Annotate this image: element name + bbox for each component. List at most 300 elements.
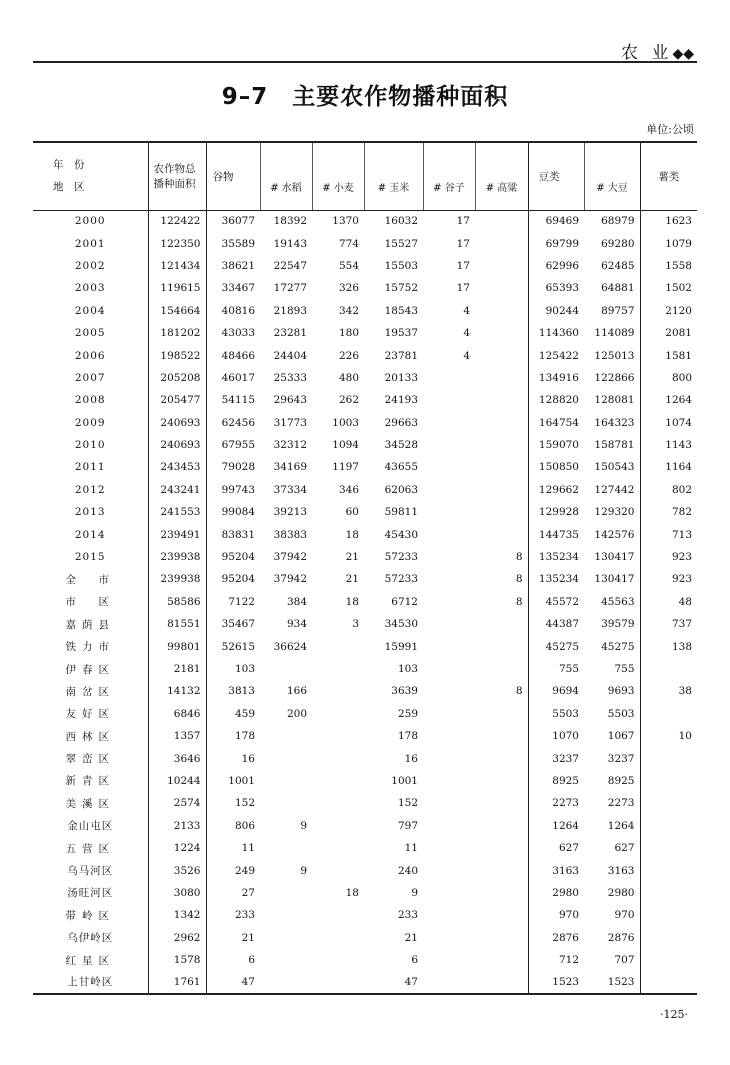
cell-corn: 34528 <box>384 439 418 452</box>
cell-grain: 806 <box>234 819 255 832</box>
table-row <box>33 658 697 680</box>
chapter-label: 农 业 <box>621 43 673 63</box>
cell-total: 14132 <box>148 680 206 702</box>
cell-rice <box>260 882 312 904</box>
cell-soybean: 8925 <box>584 770 640 792</box>
cell-corn: 178 <box>397 730 418 743</box>
cell-wheat <box>312 927 364 949</box>
cell-beans: 114360 <box>538 327 579 340</box>
cell-sorghum: 8 <box>475 546 528 568</box>
cell-soybean: 2876 <box>584 927 640 949</box>
cell-tubers: 1581 <box>665 349 692 362</box>
cell-corn: 57233 <box>384 551 418 564</box>
cell-sorghum <box>475 523 528 545</box>
cell-grain: 83831 <box>221 528 255 541</box>
cell-total: 58586 <box>148 591 206 613</box>
cell-millet: 4 <box>463 349 470 362</box>
cell-wheat <box>312 747 364 769</box>
cell-grain: 178 <box>234 730 255 743</box>
table-row <box>33 613 697 635</box>
cell-grain: 95204 <box>221 551 255 564</box>
cell-beans: 128820 <box>538 394 579 407</box>
cell-millet <box>423 456 475 478</box>
cell-region: 2007 <box>33 367 148 389</box>
table-row <box>33 210 697 232</box>
cell-rice: 37334 <box>273 483 307 496</box>
cell-total: 239938 <box>148 546 206 568</box>
cell-wheat <box>312 770 364 792</box>
cell-grain: 79028 <box>221 461 255 474</box>
cell-millet <box>423 479 475 501</box>
cell-soybean: 970 <box>584 904 640 926</box>
cell-grain: 6 <box>248 954 255 967</box>
cell-rice: 37942 <box>273 573 307 586</box>
page-number: ·125· <box>660 1008 688 1021</box>
cell-beans: 135234 <box>538 551 579 564</box>
cell-wheat: 1003 <box>332 416 359 429</box>
cell-corn: 3639 <box>391 685 418 698</box>
cell-wheat <box>312 792 364 814</box>
cell-corn: 6712 <box>391 595 418 608</box>
cell-total: 81551 <box>148 613 206 635</box>
table-row <box>33 591 697 613</box>
cell-wheat: 180 <box>338 327 359 340</box>
diamond-marks-icon: ◆◆ <box>672 46 694 62</box>
cell-region: 2010 <box>33 434 148 456</box>
table-row <box>33 412 697 434</box>
cell-corn: 1001 <box>391 774 418 787</box>
cell-rice: 38383 <box>273 528 307 541</box>
cell-corn: 15752 <box>384 282 418 295</box>
cell-sorghum <box>475 322 528 344</box>
cell-corn: 6 <box>411 954 418 967</box>
cell-grain: 99743 <box>221 483 255 496</box>
cell-sorghum <box>475 412 528 434</box>
cell-corn: 43655 <box>384 461 418 474</box>
col-header-year: 年 份 <box>53 159 85 172</box>
cell-total: 2574 <box>148 792 206 814</box>
cell-grain: 52615 <box>221 640 255 653</box>
cell-wheat <box>312 725 364 747</box>
cell-tubers: 38 <box>678 685 692 698</box>
cell-grain: 47 <box>206 971 260 993</box>
table-row <box>33 859 697 881</box>
cell-rice: 200 <box>286 707 307 720</box>
cell-sorghum <box>475 770 528 792</box>
cell-region: 红星区 <box>33 949 148 971</box>
cell-grain: 233 <box>234 909 255 922</box>
cell-beans: 627 <box>558 842 579 855</box>
cell-beans: 62996 <box>545 259 579 272</box>
cell-wheat: 346 <box>338 483 359 496</box>
cell-rice: 29643 <box>273 394 307 407</box>
cell-total: 10244 <box>148 770 206 792</box>
cell-region: 南岔区 <box>33 680 148 702</box>
cell-wheat <box>312 635 364 657</box>
cell-tubers <box>640 703 697 725</box>
cell-corn: 18543 <box>384 304 418 317</box>
cell-region: 2008 <box>33 389 148 411</box>
cell-grain: 152 <box>234 797 255 810</box>
cell-soybean: 1264 <box>584 815 640 837</box>
cell-total: 3080 <box>148 882 206 904</box>
cell-millet <box>423 501 475 523</box>
cell-millet <box>423 747 475 769</box>
cell-millet <box>423 591 475 613</box>
cell-rice: 166 <box>286 685 307 698</box>
cell-total: 2181 <box>148 658 206 680</box>
cell-soybean: 39579 <box>584 613 640 635</box>
cell-tubers: 923 <box>671 551 692 564</box>
cell-millet <box>423 859 475 881</box>
cell-beans: 9694 <box>552 685 579 698</box>
cell-corn: 15991 <box>384 640 418 653</box>
table-row <box>33 434 697 456</box>
cell-total: 181202 <box>148 322 206 344</box>
cell-millet <box>423 837 475 859</box>
cell-rice: 24404 <box>273 349 307 362</box>
cell-region: 2002 <box>33 255 148 277</box>
cell-beans: 970 <box>558 909 579 922</box>
cell-tubers: 1558 <box>665 259 692 272</box>
cell-wheat <box>312 837 364 859</box>
cell-rice <box>260 837 312 859</box>
cell-sorghum <box>475 389 528 411</box>
cell-sorghum <box>475 859 528 881</box>
cell-beans: 8925 <box>552 774 579 787</box>
cell-corn: 21 <box>404 931 418 944</box>
cell-rice: 31773 <box>273 416 307 429</box>
table-row <box>33 232 697 254</box>
cell-beans: 69469 <box>545 215 579 228</box>
cell-wheat: 21 <box>345 551 359 564</box>
table-row <box>33 770 697 792</box>
cell-soybean: 627 <box>584 837 640 859</box>
cell-beans: 159070 <box>538 439 579 452</box>
col-header-beans: 豆类 <box>528 142 584 210</box>
table-row <box>33 568 697 590</box>
cell-corn: 57233 <box>384 573 418 586</box>
cell-soybean: 9693 <box>584 680 640 702</box>
cell-grain: 40816 <box>221 304 255 317</box>
cell-total: 1578 <box>148 949 206 971</box>
page-title: 9–7 主要农作物播种面积 <box>221 84 509 110</box>
cell-grain: 38621 <box>221 259 255 272</box>
cell-tubers <box>640 882 697 904</box>
cell-region: 伊春区 <box>33 658 148 680</box>
cell-beans: 3237 <box>552 752 579 765</box>
cell-soybean: 1523 <box>584 971 640 993</box>
cell-region: 市 区 <box>33 591 148 613</box>
col-header-grain: 谷物 <box>206 142 260 210</box>
top-rule <box>33 61 697 63</box>
cell-total: 3526 <box>148 859 206 881</box>
cell-tubers <box>640 949 697 971</box>
cell-millet <box>423 971 475 993</box>
cell-soybean: 114089 <box>584 322 640 344</box>
cell-rice <box>260 792 312 814</box>
cell-rice: 37942 <box>273 551 307 564</box>
cell-corn: 797 <box>397 819 418 832</box>
cell-corn: 152 <box>397 797 418 810</box>
cell-beans: 45275 <box>545 640 579 653</box>
cell-sorghum <box>475 232 528 254</box>
cell-millet: 4 <box>463 327 470 340</box>
cell-sorghum <box>475 703 528 725</box>
cell-corn: 15503 <box>384 259 418 272</box>
cell-grain: 95204 <box>221 573 255 586</box>
table-row <box>33 523 697 545</box>
cell-millet: 17 <box>456 215 470 228</box>
cell-tubers: 1623 <box>665 215 692 228</box>
cell-region: 2001 <box>33 232 148 254</box>
cell-soybean: 127442 <box>584 479 640 501</box>
cell-total: 121434 <box>148 255 206 277</box>
col-header-area: 地 区 <box>53 181 85 194</box>
cell-wheat <box>312 680 364 702</box>
cell-sorghum <box>475 344 528 366</box>
cell-soybean: 45275 <box>584 635 640 657</box>
cell-grain: 16 <box>241 752 255 765</box>
cell-wheat: 1370 <box>332 215 359 228</box>
cell-tubers <box>640 747 697 769</box>
cell-grain: 46017 <box>221 371 255 384</box>
cell-total: 205208 <box>148 367 206 389</box>
cell-sorghum <box>475 904 528 926</box>
cell-region: 乌伊岭区 <box>33 927 148 949</box>
cell-rice: 25333 <box>273 371 307 384</box>
cell-sorghum <box>475 725 528 747</box>
cell-total: 205477 <box>148 389 206 411</box>
cell-total: 198522 <box>148 344 206 366</box>
table-row <box>33 277 697 299</box>
cell-corn: 47 <box>364 971 423 993</box>
cell-rice: 39213 <box>273 506 307 519</box>
crop-area-table <box>33 141 697 995</box>
cell-tubers: 1074 <box>665 416 692 429</box>
cell-region: 2006 <box>33 344 148 366</box>
cell-total: 1224 <box>148 837 206 859</box>
cell-corn: 24193 <box>384 394 418 407</box>
cell-region: 带岭区 <box>33 904 148 926</box>
table-row <box>33 456 697 478</box>
cell-grain: 27 <box>241 886 255 899</box>
cell-tubers: 800 <box>671 371 692 384</box>
table-header-row <box>33 142 697 210</box>
cell-sorghum <box>475 434 528 456</box>
cell-region: 美溪区 <box>33 792 148 814</box>
cell-region: 新青区 <box>33 770 148 792</box>
table-row <box>33 322 697 344</box>
cell-total: 119615 <box>148 277 206 299</box>
cell-tubers <box>640 837 697 859</box>
cell-millet <box>423 725 475 747</box>
cell-tubers <box>640 815 697 837</box>
cell-grain: 1001 <box>228 774 255 787</box>
cell-tubers <box>640 904 697 926</box>
table-row <box>33 904 697 926</box>
cell-beans: 164754 <box>538 416 579 429</box>
cell-soybean: 2980 <box>584 882 640 904</box>
cell-soybean: 128081 <box>584 389 640 411</box>
cell-millet <box>423 949 475 971</box>
cell-millet <box>423 613 475 635</box>
cell-region: 上甘岭区 <box>33 971 148 993</box>
cell-sorghum: 8 <box>475 591 528 613</box>
cell-beans: 150850 <box>538 461 579 474</box>
cell-millet <box>423 792 475 814</box>
cell-sorghum <box>475 882 528 904</box>
cell-millet <box>423 680 475 702</box>
cell-grain: 33467 <box>221 282 255 295</box>
cell-region: 2012 <box>33 479 148 501</box>
cell-tubers <box>640 859 697 881</box>
table-row <box>33 680 697 702</box>
cell-rice: 17277 <box>273 282 307 295</box>
cell-tubers: 923 <box>671 573 692 586</box>
cell-beans: 1264 <box>552 819 579 832</box>
table-row <box>33 837 697 859</box>
cell-millet <box>423 815 475 837</box>
cell-millet <box>423 703 475 725</box>
cell-grain: 3813 <box>228 685 255 698</box>
cell-millet: 4 <box>463 304 470 317</box>
cell-grain: 43033 <box>221 327 255 340</box>
cell-grain: 67955 <box>221 439 255 452</box>
table-row <box>33 501 697 523</box>
cell-soybean: 64881 <box>584 277 640 299</box>
cell-total: 6846 <box>148 703 206 725</box>
col-header-total: 农作物总播种面积 <box>148 142 206 210</box>
cell-wheat: 21 <box>345 573 359 586</box>
cell-region: 铁力市 <box>33 635 148 657</box>
cell-soybean: 45563 <box>584 591 640 613</box>
cell-total: 99801 <box>148 635 206 657</box>
cell-grain: 36077 <box>221 215 255 228</box>
cell-wheat: 326 <box>338 282 359 295</box>
cell-total: 240693 <box>148 412 206 434</box>
cell-corn: 11 <box>404 842 418 855</box>
cell-sorghum <box>475 792 528 814</box>
cell-grain: 54115 <box>221 394 255 407</box>
cell-soybean: 755 <box>584 658 640 680</box>
cell-sorghum <box>475 210 528 232</box>
cell-wheat: 342 <box>338 304 359 317</box>
cell-region: 2009 <box>33 412 148 434</box>
cell-tubers <box>640 927 697 949</box>
cell-sorghum <box>475 747 528 769</box>
col-header-region <box>33 142 148 210</box>
cell-sorghum <box>475 658 528 680</box>
cell-sorghum <box>475 927 528 949</box>
cell-tubers: 1164 <box>665 461 692 474</box>
cell-wheat <box>312 971 364 993</box>
cell-millet <box>423 568 475 590</box>
cell-corn: 19537 <box>384 327 418 340</box>
cell-region: 2004 <box>33 300 148 322</box>
cell-millet <box>423 523 475 545</box>
cell-beans: 2980 <box>552 886 579 899</box>
cell-millet <box>423 546 475 568</box>
cell-total: 1342 <box>148 904 206 926</box>
table-row <box>33 927 697 949</box>
cell-wheat: 480 <box>338 371 359 384</box>
table-row <box>33 882 697 904</box>
table-row <box>33 255 697 277</box>
cell-region: 友好区 <box>33 703 148 725</box>
table-row <box>33 703 697 725</box>
cell-total: 122350 <box>148 232 206 254</box>
cell-corn: 29663 <box>384 416 418 429</box>
cell-beans: 69799 <box>545 237 579 250</box>
cell-beans: 134916 <box>538 371 579 384</box>
cell-total: 243241 <box>148 479 206 501</box>
cell-total: 239491 <box>148 523 206 545</box>
cell-sorghum <box>475 300 528 322</box>
col-header-wheat: # 小麦 <box>312 142 364 210</box>
col-header-tubers: 薯类 <box>640 142 697 210</box>
cell-region: 2014 <box>33 523 148 545</box>
cell-grain: 35467 <box>221 618 255 631</box>
col-header-millet: # 谷子 <box>423 142 475 210</box>
cell-grain: 459 <box>234 707 255 720</box>
cell-corn: 259 <box>397 707 418 720</box>
cell-wheat: 774 <box>338 237 359 250</box>
cell-total: 2962 <box>148 927 206 949</box>
cell-region: 西林区 <box>33 725 148 747</box>
table-row <box>33 792 697 814</box>
table-row <box>33 971 697 993</box>
table-row <box>33 300 697 322</box>
cell-tubers: 1502 <box>665 282 692 295</box>
cell-tubers <box>640 792 697 814</box>
cell-region: 翠峦区 <box>33 747 148 769</box>
cell-rice: 23281 <box>273 327 307 340</box>
cell-beans: 2876 <box>552 931 579 944</box>
unit-label: 单位:公顷 <box>646 123 694 136</box>
cell-beans: 2273 <box>552 797 579 810</box>
cell-rice <box>260 658 312 680</box>
cell-wheat: 554 <box>338 259 359 272</box>
cell-wheat <box>312 703 364 725</box>
cell-total: 3646 <box>148 747 206 769</box>
cell-beans: 755 <box>558 663 579 675</box>
cell-region: 2011 <box>33 456 148 478</box>
table-row <box>33 725 697 747</box>
cell-soybean: 68979 <box>584 210 640 232</box>
cell-tubers: 138 <box>671 640 692 653</box>
cell-total: 240693 <box>148 434 206 456</box>
cell-corn: 59811 <box>384 506 418 519</box>
cell-wheat <box>312 658 364 680</box>
cell-rice <box>260 949 312 971</box>
cell-corn: 20133 <box>384 371 418 384</box>
cell-soybean: 5503 <box>584 703 640 725</box>
cell-soybean: 164323 <box>584 412 640 434</box>
cell-rice: 22547 <box>273 259 307 272</box>
cell-beans: 144735 <box>538 528 579 541</box>
cell-tubers <box>640 971 697 993</box>
cell-soybean: 122866 <box>584 367 640 389</box>
chapter-header <box>621 38 694 63</box>
cell-beans: 1523 <box>528 971 584 993</box>
cell-tubers: 802 <box>671 483 692 496</box>
cell-grain: 48466 <box>221 349 255 362</box>
col-header-sorghum: # 高粱 <box>475 142 528 210</box>
cell-millet <box>423 904 475 926</box>
cell-tubers: 713 <box>671 528 692 541</box>
cell-wheat: 60 <box>345 506 359 519</box>
